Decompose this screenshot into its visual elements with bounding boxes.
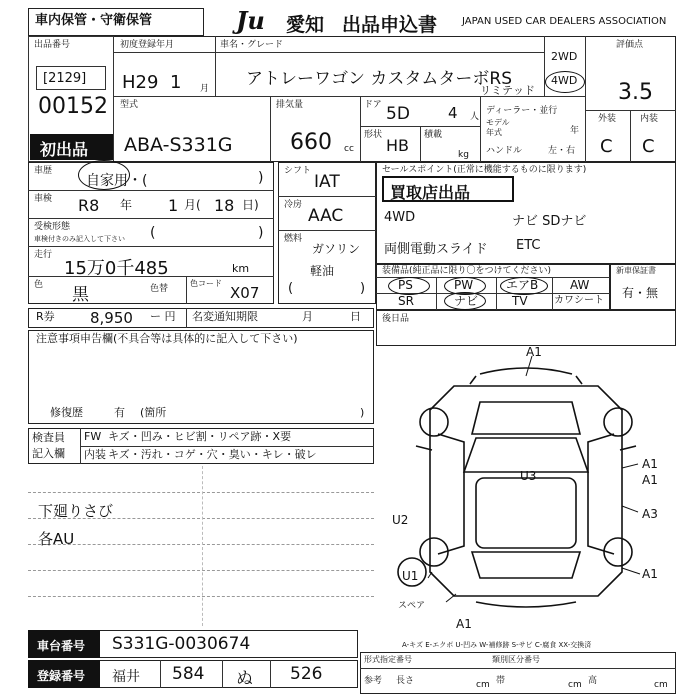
selling-point-4: ETC bbox=[516, 238, 541, 253]
displacement-value: 660 bbox=[290, 130, 332, 155]
footer-ft-label: 帯 bbox=[496, 676, 506, 686]
org-name: 愛知 bbox=[286, 14, 325, 36]
color-change-label: 色替 bbox=[150, 284, 169, 294]
plate-label: 登録番号 bbox=[37, 669, 86, 683]
drive-4wd: 4WD bbox=[551, 74, 578, 87]
storage-box bbox=[28, 8, 204, 36]
car-damage-diagram bbox=[376, 346, 676, 636]
usage-label: 車歴 bbox=[34, 166, 53, 176]
private-use-circle bbox=[78, 160, 130, 190]
mark-a3-right: A3 bbox=[642, 507, 658, 521]
equipment-label: 装備品(純正品に限り〇をつけてください) bbox=[382, 266, 552, 276]
chassis-label-box bbox=[28, 630, 100, 658]
footer-ref: 参考 bbox=[364, 676, 383, 686]
displacement-label: 排気量 bbox=[276, 100, 304, 110]
mileage-label: 走行 bbox=[34, 250, 53, 260]
registration-month-unit: 月 bbox=[200, 84, 210, 94]
remark-2: 各AU bbox=[38, 530, 75, 548]
fuel-close: ) bbox=[360, 281, 366, 296]
capacity-value: 4 bbox=[448, 104, 458, 122]
inspection-month-unit: 月( bbox=[184, 198, 201, 212]
lot-number: 00152 bbox=[38, 94, 108, 119]
lot-subnumber: [2129] bbox=[43, 71, 87, 86]
handle-options: 左・右 bbox=[548, 146, 576, 156]
dealer-year-unit: 年 bbox=[570, 126, 580, 136]
notice-month: 月 bbox=[302, 310, 313, 323]
registration-label: 初度登録年月 bbox=[120, 40, 175, 50]
form-title: 出品申込書 bbox=[342, 14, 438, 36]
mark-a1-right-rear: A1 bbox=[642, 567, 658, 581]
selling-point-3: 両側電動スライド bbox=[384, 242, 488, 257]
spec-label-1: 形式指定番号 bbox=[364, 655, 412, 664]
fuel-open: ( bbox=[288, 281, 294, 296]
ju-logo: Ju bbox=[236, 6, 265, 35]
recycle-suffix: ー 円 bbox=[150, 310, 176, 323]
shift-value: IAT bbox=[314, 172, 340, 192]
inspection-label: 車検 bbox=[34, 194, 53, 204]
selling-point-1: 4WD bbox=[384, 210, 416, 225]
selling-points-label: セールスポイント(正常に機能するものに限ります) bbox=[382, 165, 587, 175]
equip-tv: TV bbox=[512, 294, 528, 308]
car-grade: リミテッド bbox=[480, 84, 535, 97]
footer-cm-2: cm bbox=[568, 680, 582, 690]
buyer-badge bbox=[382, 176, 514, 202]
color-code-label: 色コード bbox=[190, 279, 222, 288]
remark-1: 下廻りさび bbox=[38, 502, 114, 520]
shape-label: 形状 bbox=[364, 130, 383, 140]
equip-sr: SR bbox=[398, 294, 414, 308]
inspector-label-1: 検査員 bbox=[32, 431, 65, 444]
selling-point-2: ナビ SDナビ bbox=[512, 214, 587, 229]
mark-a1-right-side: A1 bbox=[642, 473, 658, 487]
capacity-unit: 人 bbox=[470, 112, 480, 122]
mark-a1-rear: A1 bbox=[456, 617, 472, 631]
navi-circle bbox=[444, 292, 486, 310]
dealer-year: 年式 bbox=[486, 128, 502, 137]
lot-subnumber-box bbox=[36, 66, 106, 90]
recycle-label: R券 bbox=[36, 310, 55, 323]
mark-a1-front: A1 bbox=[526, 346, 542, 359]
chassis-label: 車台番号 bbox=[37, 639, 86, 653]
footer-size-label: 長さ bbox=[396, 676, 415, 686]
inspector-row2-head: 内装 bbox=[84, 448, 106, 461]
mark-u1-left-rear: U1 bbox=[402, 569, 419, 583]
exterior-grade: C bbox=[600, 136, 613, 157]
equip-navi: ナビ bbox=[454, 294, 479, 308]
handle-label: ハンドル bbox=[486, 146, 523, 156]
load-unit: kg bbox=[458, 150, 469, 160]
storage-text: 車内保管・守衛保管 bbox=[35, 13, 153, 28]
exterior-label: 外装 bbox=[598, 114, 617, 124]
ac-label: 冷房 bbox=[284, 200, 303, 210]
plate-number: 526 bbox=[290, 664, 323, 684]
after-sales-label: 後日品 bbox=[382, 314, 410, 324]
first-listing-text: 初出品 bbox=[40, 140, 89, 159]
car-name-label: 車名・グレード bbox=[220, 40, 284, 50]
notes-label: 注意事項申告欄(不具合等は具体的に記入して下さい) bbox=[36, 332, 298, 345]
spec-label-2: 類別区分番号 bbox=[492, 655, 540, 664]
mark-u2-left: U2 bbox=[392, 513, 409, 527]
footer-hl-label: 高 bbox=[588, 676, 598, 686]
airbag-circle bbox=[500, 277, 548, 295]
form-label: 受検形態 bbox=[34, 222, 71, 232]
inspector-row1-head: FW bbox=[84, 430, 102, 443]
inspector-row2: キズ・汚れ・コゲ・穴・臭い・キレ・破レ bbox=[108, 448, 317, 461]
damage-legend: A-キズ E-エクボ U-凹み W-補修跡 S-サビ C-腐食 XX-交換済 bbox=[402, 641, 592, 649]
footer-cm-1: cm bbox=[476, 680, 490, 690]
inspector-label-2: 記入欄 bbox=[32, 447, 65, 460]
displacement-unit: cc bbox=[344, 144, 354, 154]
inspection-month: 1 bbox=[168, 196, 179, 215]
inspection-day: 18 bbox=[214, 196, 235, 215]
usage-value: 自家用・( bbox=[86, 173, 148, 189]
dealer-model: モデル bbox=[486, 118, 510, 127]
footer-cm-3: cm bbox=[654, 680, 668, 690]
first-listing-badge bbox=[30, 134, 113, 160]
form-close: ) bbox=[258, 225, 264, 241]
plate-class: 584 bbox=[172, 664, 205, 684]
ps-circle bbox=[388, 277, 430, 295]
plate-region: 福井 bbox=[112, 669, 140, 685]
shape-value: HB bbox=[386, 136, 410, 155]
color-code: X07 bbox=[230, 284, 260, 302]
equip-airbag: エアB bbox=[506, 278, 539, 292]
usage-close: ) bbox=[258, 170, 264, 186]
mileage-value: 15万0千485 bbox=[64, 258, 169, 279]
registration-month: 1 bbox=[170, 72, 182, 93]
repair-value: 有 bbox=[114, 406, 125, 419]
buyer-badge-text: 買取店出品 bbox=[390, 183, 471, 202]
notice-label: 名変通知期限 bbox=[192, 310, 258, 323]
interior-label: 内装 bbox=[640, 114, 659, 124]
model-label: 型式 bbox=[120, 100, 139, 110]
fuel-label: 燃料 bbox=[284, 234, 303, 244]
color-value: 黒 bbox=[72, 285, 89, 305]
rating-label: 評価点 bbox=[616, 40, 644, 50]
mileage-unit: km bbox=[232, 262, 250, 275]
registration-year: H29 bbox=[122, 72, 159, 93]
rating-value: 3.5 bbox=[618, 80, 653, 105]
recycle-value: 8,950 bbox=[90, 309, 133, 327]
chassis-number: S331G-0030674 bbox=[112, 634, 251, 654]
ac-value: AAC bbox=[308, 206, 344, 226]
fuel-option: 軽油 bbox=[310, 264, 335, 278]
form-open: ( bbox=[150, 225, 156, 241]
model-value: ABA-S331G bbox=[124, 134, 233, 156]
association-name: JAPAN USED CAR DEALERS ASSOCIATION bbox=[462, 16, 667, 27]
inspector-row1: キズ・凹み・ヒビ割・リペア跡・X要 bbox=[108, 430, 292, 443]
fuel-value: ガソリン bbox=[312, 242, 361, 256]
repair-end: ) bbox=[360, 406, 365, 419]
plate-label-box bbox=[28, 660, 100, 688]
mark-a1-right-front: A1 bbox=[642, 457, 658, 471]
lot-label: 出品番号 bbox=[34, 40, 71, 50]
doors-value: 5D bbox=[386, 104, 410, 124]
car-name: アトレーワゴン カスタムターボRS bbox=[246, 69, 513, 89]
plate-kana: ぬ bbox=[236, 669, 253, 689]
equip-pw: PW bbox=[454, 278, 474, 292]
doors-label: ドア bbox=[364, 100, 382, 110]
warranty-label: 新車保証書 bbox=[616, 266, 656, 275]
shift-label: シフト bbox=[284, 166, 312, 176]
interior-grade: C bbox=[642, 136, 655, 157]
after-sales-box bbox=[376, 310, 676, 346]
inspection-year-unit: 年 bbox=[120, 198, 133, 212]
spare-label: スペア bbox=[398, 601, 426, 611]
notice-day: 日 bbox=[350, 310, 361, 323]
inspection-day-unit: 日) bbox=[242, 198, 259, 212]
load-label: 積載 bbox=[424, 130, 443, 140]
inspection-era: R8 bbox=[78, 196, 100, 215]
repair-label: 修復歴 bbox=[50, 406, 83, 419]
equip-ps: PS bbox=[398, 278, 413, 292]
repair-close: (箇所 bbox=[140, 406, 167, 419]
drive-4wd-circle bbox=[545, 71, 585, 93]
color-label: 色 bbox=[34, 280, 44, 290]
mark-u3-roof: U3 bbox=[520, 469, 537, 483]
dealer-line1: ディーラー・並行 bbox=[486, 106, 558, 116]
equip-aw: AW bbox=[570, 278, 590, 292]
equip-seat: カワシート bbox=[554, 295, 604, 306]
warranty-options: 有・無 bbox=[622, 286, 659, 300]
drive-2wd: 2WD bbox=[551, 50, 578, 63]
remarks-area bbox=[28, 466, 374, 626]
form-note: 車検付きのみ記入して下さい bbox=[34, 235, 125, 243]
